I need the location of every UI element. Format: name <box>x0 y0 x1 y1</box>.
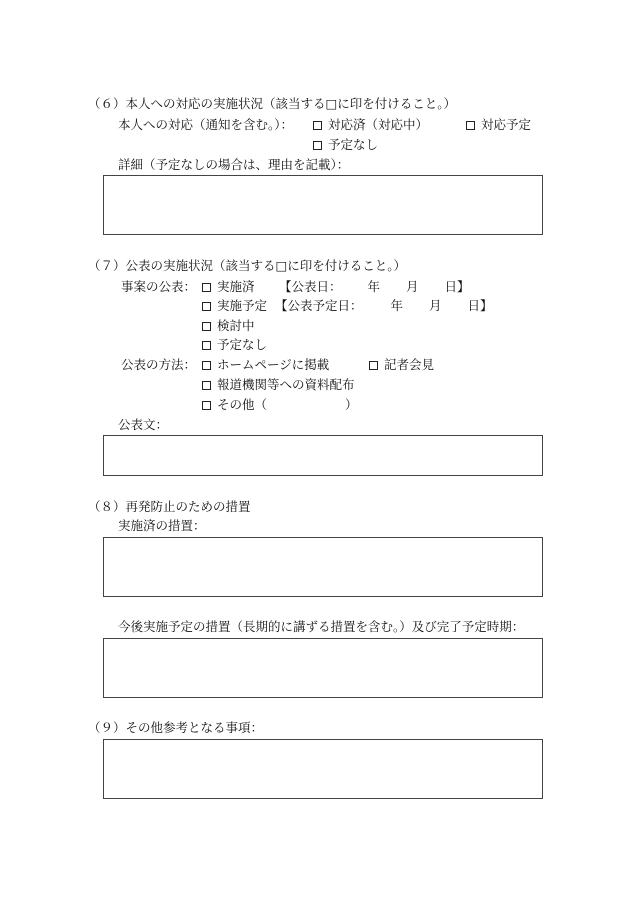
section-7-heading: （７）公表の実施状況（該当する□に印を付けること。） <box>88 258 407 273</box>
option-published-label: 実施済 <box>217 279 255 294</box>
publication-method-label: 公表の方法： <box>121 357 197 372</box>
checkbox-homepage[interactable] <box>202 361 211 370</box>
option-planned-publication-label: 実施予定 <box>217 298 268 313</box>
implemented-measures-label: 実施済の措置： <box>118 518 206 533</box>
planned-measures-label: 今後実施予定の措置（長期的に講ずる措置を含む。）及び完了予定時期： <box>118 619 525 634</box>
planned-measures-textbox[interactable] <box>103 638 543 698</box>
option-response-planned[interactable] <box>466 117 531 133</box>
published-date <box>279 279 470 295</box>
option-press-conference-label: 記者会見 <box>384 357 435 372</box>
option-homepage[interactable] <box>202 357 329 373</box>
option-other[interactable] <box>202 397 358 413</box>
planned-year: 年 <box>390 298 404 313</box>
planned-day: 日】 <box>467 298 493 313</box>
planned-publication-date <box>275 298 493 314</box>
published-month: 月 <box>406 279 419 294</box>
detail-label: 詳細（予定なしの場合は、理由を記載）： <box>118 157 350 172</box>
option-response-none-label: 予定なし <box>328 137 379 152</box>
other-matters-textbox[interactable] <box>103 739 543 799</box>
checkbox-response-none[interactable] <box>313 141 322 150</box>
option-press-conference[interactable] <box>369 357 434 373</box>
option-planned-publication[interactable] <box>202 298 267 314</box>
detail-textbox[interactable] <box>103 175 543 235</box>
planned-month: 月 <box>429 298 442 313</box>
checkbox-response-done[interactable] <box>313 121 322 130</box>
checkbox-under-review[interactable] <box>202 322 211 331</box>
section-8-heading: （８）再発防止のための措置 <box>88 499 251 514</box>
checkbox-no-publication[interactable] <box>202 341 211 350</box>
checkbox-planned-publication[interactable] <box>202 302 211 311</box>
publication-textbox[interactable] <box>103 435 543 476</box>
option-published[interactable] <box>202 279 255 295</box>
option-response-planned-label: 対応予定 <box>481 117 532 132</box>
checkbox-other[interactable] <box>202 401 211 410</box>
option-under-review[interactable] <box>202 318 255 334</box>
option-response-none[interactable] <box>313 137 378 153</box>
implemented-measures-textbox[interactable] <box>103 537 543 597</box>
publication-text-label: 公表文： <box>118 417 169 432</box>
checkbox-press-conference[interactable] <box>369 361 378 370</box>
option-media-release-label: 報道機関等への資料配布 <box>217 377 355 392</box>
checkbox-response-planned[interactable] <box>466 121 475 130</box>
published-year: 年 <box>367 279 381 294</box>
option-no-publication-label: 予定なし <box>217 337 268 352</box>
option-other-label: その他（ <box>217 397 268 412</box>
option-no-publication[interactable] <box>202 337 267 353</box>
published-date-label: 【公表日： <box>279 279 342 294</box>
checkbox-published[interactable] <box>202 283 211 292</box>
planned-date-label: 【公表予定日： <box>275 298 363 313</box>
section-9-heading: （９）その他参考となる事項： <box>88 720 264 735</box>
option-response-done[interactable] <box>313 117 428 133</box>
response-label: 本人への対応（通知を含む。）： <box>118 117 294 132</box>
checkbox-media-release[interactable] <box>202 381 211 390</box>
option-homepage-label: ホームページに掲載 <box>217 357 330 372</box>
case-publication-label: 事案の公表： <box>121 279 197 294</box>
section-6-heading: （６）本人への対応の実施状況（該当する□に印を付けること。） <box>88 96 457 111</box>
published-day: 日】 <box>444 279 470 294</box>
option-response-done-label: 対応済（対応中） <box>328 117 429 132</box>
option-under-review-label: 検討中 <box>217 318 255 333</box>
option-media-release[interactable] <box>202 377 355 393</box>
option-other-close: ） <box>345 397 358 412</box>
